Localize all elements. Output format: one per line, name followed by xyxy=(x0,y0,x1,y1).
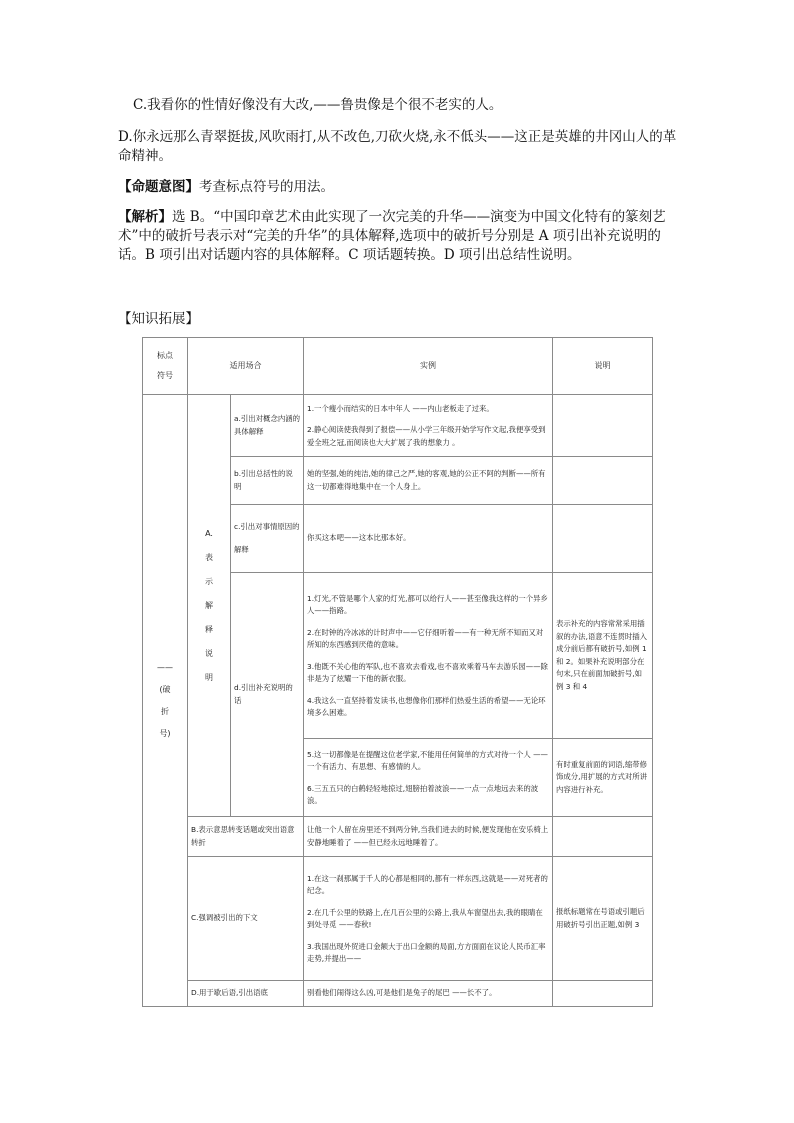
table-row xyxy=(143,857,653,981)
usage-a3 xyxy=(231,505,304,573)
table-header-row xyxy=(143,338,653,395)
usage-c: C.强调被引出的下文 xyxy=(188,857,304,981)
header-example: 实例 xyxy=(304,338,553,395)
group-a-char: 示 xyxy=(205,576,213,586)
symbol-name-close: 号) xyxy=(159,728,171,738)
group-a-char: 明 xyxy=(205,672,213,682)
example-line: 1.一个瘦小而结实的日本中年人 ——内山老板走了过来。 xyxy=(307,403,494,413)
group-a-char: 释 xyxy=(205,624,213,634)
symbol-name-mid: 折 xyxy=(161,706,169,716)
example-line: 2.在时钟的冷冰冰的计时声中——它仔细听着——有一种无所不知而又对所知的东西感到厌倦的意味。 xyxy=(307,627,544,649)
example-line: 1.在这一刹那属于千人的心都是相同的,都有一样东西,这就是——对死者的纪念。 xyxy=(307,873,548,895)
intent-label: 【命题意图】 xyxy=(118,179,199,195)
example-line: 5.这一切都像是在提醒这位老学家,不能用任何简单的方式对待一个人 ——一个有活力、有思想、有感情的人。 xyxy=(307,749,548,771)
example-line: 4.我这么一直坚持着发读书,也想像你们那样们热爱生活的希望——无论环境多么困难。 xyxy=(307,695,546,717)
note-c: 报纸标题常在号语或引题后用破折号引出正题,如例 3 xyxy=(553,857,653,981)
example-line: 6.三五五只的白鹤轻轻地掠过,翅膀拍着波浪——一点一点地远去来的波浪。 xyxy=(307,783,539,805)
example-a4-part1 xyxy=(304,573,553,739)
example-line: 3.我国出现外贸进口金额大于出口金额的局面,方方面面在议论人民币汇率走势,并提出—— xyxy=(307,941,546,963)
symbol-mark: —— xyxy=(157,662,173,672)
knowledge-table xyxy=(142,337,653,1007)
intent-paragraph xyxy=(118,178,678,197)
example-c xyxy=(304,857,553,981)
note-a1 xyxy=(553,395,653,457)
usage-a1: a.引出对概念内涵的具体解释 xyxy=(231,395,304,457)
header-symbol-line2: 符号 xyxy=(157,371,173,380)
usage-a4: d.引出补充说明的话 xyxy=(231,573,304,817)
note-a4-part1: 表示补充的内容常常采用插叙的办法,语意不连贯时插入成分前后都有破折号,如例 1 和 2。如果补充说明部分在句末,只在前面加破折号,如例 3 和 4 xyxy=(553,573,653,739)
note-d xyxy=(553,981,653,1007)
usage-d: D.用于歇后语,引出语底 xyxy=(188,981,304,1007)
analysis-label: 【解析】 xyxy=(118,209,172,225)
note-a3 xyxy=(553,505,653,573)
group-a-char: 解 xyxy=(205,600,213,610)
example-line: 2.静心阅读使我得到了报偿——从小学三年级开始学写作文起,我便享受到爱全班之冠,而阅读也大大扩展了我的想象力 。 xyxy=(307,425,546,447)
example-d: 别看他们闹得这么凶,可是他们是兔子的尾巴 ——长不了。 xyxy=(304,981,553,1007)
note-a4-part2: 有时重复前面的词语,缩带修饰成分,用扩展的方式对所讲内容进行补充。 xyxy=(553,739,653,817)
header-note: 说明 xyxy=(553,338,653,395)
example-line: 2.在几千公里的铁路上,在几百公里的公路上,我从车窗望出去,我的眼睛在到处寻觅 ——春秋! xyxy=(307,907,543,929)
group-a-char: A. xyxy=(205,528,213,538)
intent-text: 考查标点符号的用法。 xyxy=(199,179,334,195)
symbol-name-open: (破 xyxy=(159,684,171,694)
table-row xyxy=(143,817,653,857)
option-d-text: D.你永远那么青翠挺拔,风吹雨打,从不改色,刀砍火烧,永不低头——这正是英雄的井冈山人的革命精神。 xyxy=(118,129,677,164)
group-a-char: 表 xyxy=(205,552,213,562)
symbol-cell xyxy=(143,395,188,1007)
header-symbol xyxy=(143,338,188,395)
header-usage: 适用场合 xyxy=(188,338,304,395)
example-b: 让他一个人留在房里还不到两分钟,当我们进去的时候,便发现他在安乐椅上安静地睡着了 ——但已经永远地睡着了。 xyxy=(304,817,553,857)
example-a4-part2 xyxy=(304,739,553,817)
usage-a3-line1: c.引出对事情原因的 xyxy=(234,522,300,531)
header-symbol-line1: 标点 xyxy=(157,351,173,360)
analysis-text: 选 B。“中国印章艺术由此实现了一次完美的升华——演变为中国文化特有的篆刻艺术”中的破折号表示对“完美的升华”的具体解释,选项中的破折号分别是 A 项引出补充说明的话。B 项引出对话题内容的具体解释。C 项话题转换。D 项引出总结性说明。 xyxy=(118,209,666,263)
note-a2 xyxy=(553,457,653,505)
usage-b: B.表示意思转变话题或突出语意转折 xyxy=(188,817,304,857)
usage-a3-line2: 解释 xyxy=(234,544,249,554)
group-a-char: 说 xyxy=(205,648,213,658)
usage-a2: b.引出总括性的说明 xyxy=(231,457,304,505)
extension-title: 【知识拓展】 xyxy=(118,311,199,327)
analysis-paragraph xyxy=(118,208,678,265)
note-b xyxy=(553,817,653,857)
table-row xyxy=(143,395,653,457)
example-a2: 她的坚强,她的纯洁,她的律己之严,她的客观,她的公正不阿的判断——所有这一切都难得地集中在一个人身上。 xyxy=(304,457,553,505)
group-a-label xyxy=(188,395,231,817)
example-a1 xyxy=(304,395,553,457)
example-line: 3.他既不关心他的军队,也不喜欢去看戏,也不喜欢乘着马车去游乐园——除非是为了炫耀一下他的新衣服。 xyxy=(307,661,548,683)
table-row xyxy=(143,981,653,1007)
option-c-text: C.我看你的性情好像没有大改,——鲁贵像是个很不老实的人。 xyxy=(133,97,503,113)
example-line: 1.灯光,不管是哪个人家的灯光,都可以给行人——甚至像我这样的一个异乡人——指路。 xyxy=(307,593,548,615)
example-a3: 你买这本吧——这本比那本好。 xyxy=(304,505,553,573)
